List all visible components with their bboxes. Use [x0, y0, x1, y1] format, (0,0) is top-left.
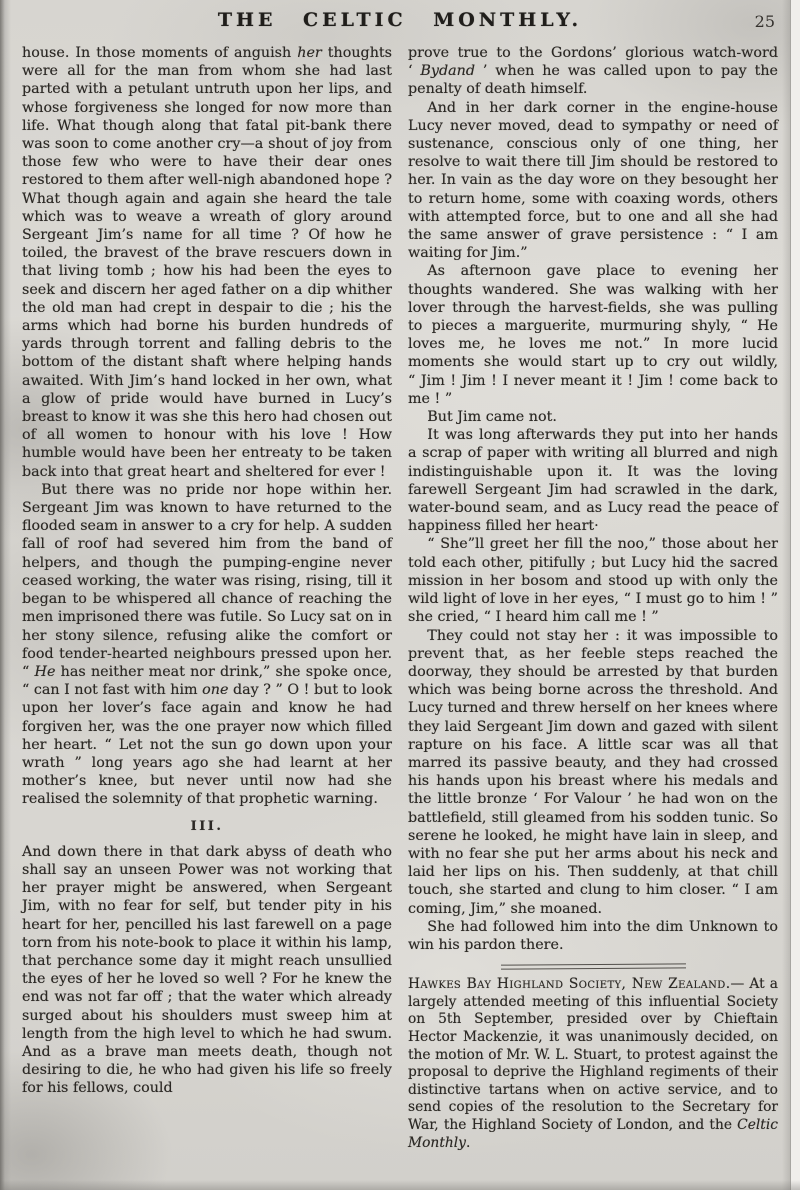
section-divider-rule	[500, 964, 685, 970]
journal-title: THE CELTIC MONTHLY.	[217, 9, 583, 31]
news-note-paragraph: Hawkes Bay Highland Society, New Zealand.— At a largely attended meeting of this influential Society on 5th September, presided over by Chieftain Hector Mackenzie, it was unanimously decided, on the motion of Mr. W. L. Stuart, to protest against the proposal to deprive the Highland regiments of their distinctive tartans when on active service, and to send copies of the resolution to the Secretary for War, the Highland Society of London, and the Celtic Monthly.	[408, 976, 779, 1151]
story-paragraph: And down there in that dark abyss of death who shall say an unseen Power was not working that her prayer might be answered, when Sergeant Jim, with no fear for self, but tender pity in his heart for her, pencilled his last farewell on a page torn from his note-book to place it within his lamp, that perchance some day it might reach unsullied the eyes of her he loved so well ? For he knew the end was not far off ; that the water which already surged about his shoulders must sweep him at length from the high level to which he had swum. And as a brave man meets death, though not desiring to die, he who had given his life so freely for his fellows, could	[22, 843, 392, 1097]
story-paragraph: As afternoon gave place to evening her thoughts wandered. She was walking with her lover through the harvest-fields, she was pulling to pieces a marguerite, murmuring shyly, “ He loves me, he loves me not.” In more lucid moments she would start up to cry out wildly, “ Jim ! Jim ! I never meant it ! Jim ! come back to me ! ”	[408, 263, 778, 407]
story-paragraph: “ She”ll greet her fill the noo,” those about her told each other, pitifully ; but Lucy hid the sacred mission in her bosom and stood up with only the wild light of love in her eyes, “ I must go to him ! ” she cried, “ I heard him call me ! ”	[408, 536, 778, 626]
adjacent-page-strip	[790, 0, 800, 1190]
page-header	[0, 9, 800, 39]
two-column-text	[22, 44, 778, 1152]
story-paragraph: prove true to the Gordons’ glorious watch-word ‘ Bydand ’ when he was called upon to pay the penalty of death himself.	[408, 45, 778, 98]
story-paragraph: They could not stay her : it was impossible to prevent that, as her feeble steps reached the doorway, they should be arrested by that burden which was being borne across the threshold. And Lucy turned and threw herself on her knees where they laid Sergeant Jim down and gazed with silent rapture on his face. A little scar was all that marred its passive beauty, and they had crossed his hands upon his breast where his medals and the little bronze ‘ For Valour ’ he had won on the battlefield, still gleamed from his sodden tunic. So serene he looked, he might have lain in sleep, and with no fear she put her arms about his neck and laid her lips on his. Then suddenly, at that chill touch, she started and clung to him closer. “ I am coming, Jim,” she moaned.	[408, 627, 778, 917]
story-paragraph: She had followed him into the dim Unknown to win his pardon there.	[408, 918, 778, 953]
left-column	[22, 44, 392, 1152]
page-bottom-shadow	[0, 1180, 800, 1190]
story-paragraph: And in her dark corner in the engine-house Lucy never moved, dead to sympathy or need of sustenance, conscious only of one thing, her resolve to wait there till Jim should be restored to her. In vain as the day wore on they besought her to return home, some with coaxing words, others with attempted force, but to one and all she had the same answer of grave persistence : “ I am waiting for Jim.”	[408, 99, 778, 262]
page-right-edge-shadow	[782, 0, 791, 1190]
story-paragraph: It was long afterwards they put into her hands a scrap of paper with writing all blurred and nigh indistinguishable upon it. It was the loving farewell Sergeant Jim had scrawled in the dark, water-bound seam, and as Lucy read the peace of happiness filled her heart·	[408, 427, 778, 535]
story-paragraph: But Jim came not.	[427, 409, 557, 426]
page-number: 25	[754, 12, 775, 31]
story-paragraph: But there was no pride nor hope within her. Sergeant Jim was known to have returned to the flooded seam in answer to a cry for help. A sudden fall of roof had severed him from the band of helpers, and though the pumping-engine never ceased working, the water was rising, rising, till it began to be whispered all chance of reaching the men imprisoned there was futile. So Lucy sat on in her stony silence, refusing alike the comfort or food tender-hearted neighbours pressed upon her. “ He has neither meat nor drink,” she spoke once, “ can I not fast with him one day ? ” O ! but to look upon her lover’s face again and know he had forgiven her, was the one prayer now which filled her heart. “ Let not the sun go down upon your wrath ” long years ago she had learnt at her mother’s knee, but never until now had she realised the solemnity of that prophetic warning.	[22, 481, 392, 808]
section-heading-iii: III.	[190, 818, 224, 834]
right-column	[408, 44, 778, 1152]
page-left-edge-shadow	[0, 0, 11, 1190]
story-paragraph: house. In those moments of anguish her thoughts were all for the man from whom she had last parted with a petulant untruth upon her lips, and whose forgiveness she longed for now more than life. What though along that fatal pit-bank there was soon to come another cry—a shout of joy from those few who were to have their dear ones restored to them after well-nigh abandoned hope ? What though again and again she heard the tale which was to weave a wreath of glory around Sergeant Jim’s name for all time ? Of how he toiled, the bravest of the brave rescuers down in that living tomb ; how his had been the eyes to seek and discern her aged father on a dip whither the old man had crept in despair to die ; his the arms which had borne his burden hundreds of yards through torrent and falling debris to the bottom of the distant shaft where helping hands awaited. With Jim’s hand locked in her own, what a glow of pride would have burned in Lucy’s breast to know it was she this hero had chosen out of all women to honour with his love ! How humble would have been her entreaty to be taken back into that great heart and sheltered for ever !	[22, 45, 392, 480]
